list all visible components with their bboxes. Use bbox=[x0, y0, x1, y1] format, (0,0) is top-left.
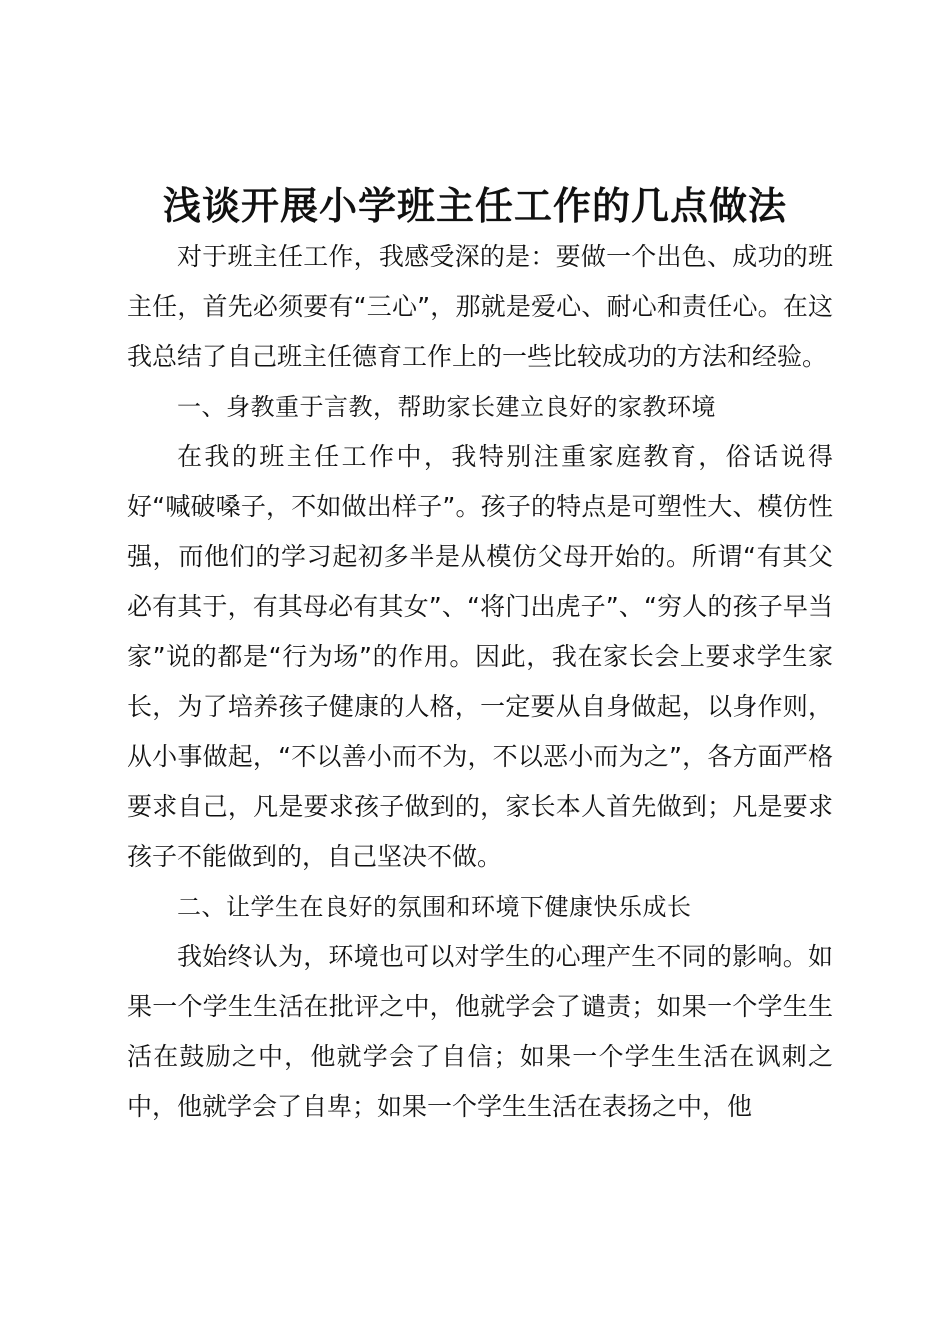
section-heading-2: 二、让学生在良好的氛围和环境下健康快乐成长 bbox=[177, 893, 692, 921]
paragraph-intro: 对于班主任工作，我感受深的是：要做一个出色、成功的班主任，首先必须要有“三心”，那就是爱心、耐心和责任心。在这我总结了自己班主任德育工作上的一些比较成功的方法和经验。 bbox=[127, 242, 833, 371]
paragraph-section-1: 在我的班主任工作中，我特别注重家庭教育，俗话说得好“喊破嗓子，不如做出样子”。孩子的特点是可塑性大、模仿性强，而他们的学习起初多半是从模仿父母开始的。所谓“有其父必有其于，有其母必有其女”、“将门出虎子”、“穷人的孩子早当家”说的都是“行为场”的作用。因此，我在家长会上要求学生家长，为了培养孩子健康的人格，一定要从自身做起，以身作则，从小事做起，“不以善小而不为，不以恶小而为之”，各方面严格要求自己，凡是要求孩子做到的，家长本人首先做到；凡是要求孩子不能做到的，自己坚决不做。 bbox=[127, 442, 833, 871]
document-title: 浅谈开展小学班主任工作的几点做法 bbox=[162, 184, 787, 228]
section-heading-1: 一、身教重于言教，帮助家长建立良好的家教环境 bbox=[177, 393, 716, 421]
document-body bbox=[127, 232, 833, 1132]
paragraph-section-2: 我始终认为，环境也可以对学生的心理产生不同的影响。如果一个学生生活在批评之中，他就学会了谴责；如果一个学生生活在鼓励之中，他就学会了自信；如果一个学生生活在讽刺之中，他就学会了自卑；如果一个学生生活在表扬之中，他 bbox=[127, 942, 833, 1121]
